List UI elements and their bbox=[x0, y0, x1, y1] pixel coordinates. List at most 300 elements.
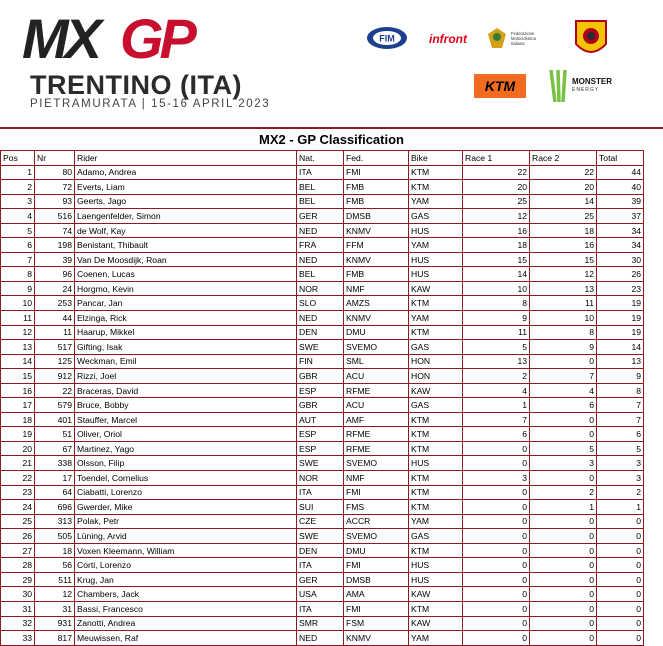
table-row bbox=[1, 441, 644, 456]
column-header-pos: Pos bbox=[1, 151, 35, 166]
total-cell: 30 bbox=[597, 252, 644, 267]
nat-cell: BEL bbox=[297, 267, 344, 282]
pos-cell: 28 bbox=[1, 558, 35, 573]
race2-cell: 15 bbox=[530, 252, 597, 267]
rider-cell: Weckman, Emil bbox=[75, 354, 297, 369]
total-cell: 13 bbox=[597, 354, 644, 369]
bike-cell: GAS bbox=[409, 398, 463, 413]
nr-cell: 51 bbox=[35, 427, 75, 442]
total-cell: 26 bbox=[597, 267, 644, 282]
rider-cell: Stauffer, Marcel bbox=[75, 412, 297, 427]
nat-cell: GER bbox=[297, 209, 344, 224]
fed-cell: KNMV bbox=[344, 311, 409, 326]
nr-cell: 505 bbox=[35, 529, 75, 544]
nr-cell: 22 bbox=[35, 383, 75, 398]
fmi-logo-line1: Federazione bbox=[511, 30, 535, 36]
table-row bbox=[1, 631, 644, 646]
table-row bbox=[1, 427, 644, 442]
pos-cell: 32 bbox=[1, 616, 35, 631]
fed-cell: FMS bbox=[344, 500, 409, 515]
race2-cell: 0 bbox=[530, 427, 597, 442]
pos-cell: 10 bbox=[1, 296, 35, 311]
event-title: TRENTINO (ITA) bbox=[30, 70, 242, 100]
fed-cell: SML bbox=[344, 354, 409, 369]
race2-cell: 0 bbox=[530, 558, 597, 573]
table-row bbox=[1, 616, 644, 631]
total-cell: 0 bbox=[597, 572, 644, 587]
total-cell: 7 bbox=[597, 412, 644, 427]
total-cell: 0 bbox=[597, 543, 644, 558]
fed-cell: NMF bbox=[344, 281, 409, 296]
bike-cell: KTM bbox=[409, 601, 463, 616]
table-row bbox=[1, 180, 644, 195]
ktm-logo-text: KTM bbox=[484, 78, 516, 94]
fed-cell: ACU bbox=[344, 369, 409, 384]
nat-cell: ITA bbox=[297, 601, 344, 616]
pos-cell: 29 bbox=[1, 572, 35, 587]
race1-cell: 0 bbox=[463, 441, 530, 456]
table-row bbox=[1, 325, 644, 340]
nat-cell: GBR bbox=[297, 398, 344, 413]
fed-cell: FMI bbox=[344, 165, 409, 180]
fed-cell: SVEMO bbox=[344, 456, 409, 471]
nr-cell: 912 bbox=[35, 369, 75, 384]
bike-cell: HUS bbox=[409, 456, 463, 471]
total-cell: 1 bbox=[597, 500, 644, 515]
table-header-row bbox=[1, 151, 644, 166]
nr-cell: 313 bbox=[35, 514, 75, 529]
table-row bbox=[1, 456, 644, 471]
nat-cell: NOR bbox=[297, 471, 344, 486]
race1-cell: 0 bbox=[463, 485, 530, 500]
monster-logo-subtext: ENERGY bbox=[572, 87, 600, 93]
nr-cell: 401 bbox=[35, 412, 75, 427]
race2-cell: 0 bbox=[530, 514, 597, 529]
nr-cell: 253 bbox=[35, 296, 75, 311]
mxgp-logo-mx: MX bbox=[22, 14, 98, 64]
pos-cell: 17 bbox=[1, 398, 35, 413]
fim-logo-text: FIM bbox=[379, 33, 395, 44]
table-row bbox=[1, 529, 644, 544]
bike-cell: KTM bbox=[409, 427, 463, 442]
bike-cell: KTM bbox=[409, 165, 463, 180]
race2-cell: 3 bbox=[530, 456, 597, 471]
nat-cell: ESP bbox=[297, 427, 344, 442]
race1-cell: 8 bbox=[463, 296, 530, 311]
pos-cell: 30 bbox=[1, 587, 35, 602]
race1-cell: 0 bbox=[463, 500, 530, 515]
nr-cell: 931 bbox=[35, 616, 75, 631]
fed-cell: FFM bbox=[344, 238, 409, 253]
total-cell: 0 bbox=[597, 616, 644, 631]
monster-logo-text: MONSTER bbox=[572, 77, 612, 86]
race2-cell: 12 bbox=[530, 267, 597, 282]
column-header-fed: Fed. bbox=[344, 151, 409, 166]
nat-cell: DEN bbox=[297, 543, 344, 558]
nat-cell: AUT bbox=[297, 412, 344, 427]
nat-cell: NED bbox=[297, 223, 344, 238]
nat-cell: ESP bbox=[297, 441, 344, 456]
nat-cell: NED bbox=[297, 252, 344, 267]
total-cell: 0 bbox=[597, 558, 644, 573]
total-cell: 2 bbox=[597, 485, 644, 500]
table-row bbox=[1, 165, 644, 180]
nr-cell: 93 bbox=[35, 194, 75, 209]
pos-cell: 24 bbox=[1, 500, 35, 515]
table-row bbox=[1, 383, 644, 398]
fim-logo bbox=[365, 24, 409, 52]
fed-cell: KNMV bbox=[344, 252, 409, 267]
rider-cell: Krug, Jan bbox=[75, 572, 297, 587]
rider-cell: Gifting, Isak bbox=[75, 340, 297, 355]
nat-cell: SWE bbox=[297, 456, 344, 471]
race1-cell: 1 bbox=[463, 398, 530, 413]
nr-cell: 511 bbox=[35, 572, 75, 587]
rider-cell: Braceras, David bbox=[75, 383, 297, 398]
nr-cell: 39 bbox=[35, 252, 75, 267]
monster-claw-icon bbox=[548, 68, 570, 104]
race1-cell: 22 bbox=[463, 165, 530, 180]
race2-cell: 5 bbox=[530, 441, 597, 456]
race1-cell: 3 bbox=[463, 471, 530, 486]
nr-cell: 96 bbox=[35, 267, 75, 282]
nat-cell: FRA bbox=[297, 238, 344, 253]
total-cell: 6 bbox=[597, 427, 644, 442]
race1-cell: 4 bbox=[463, 383, 530, 398]
race2-cell: 0 bbox=[530, 616, 597, 631]
fmi-logo-line3: Italiana bbox=[511, 40, 525, 46]
nat-cell: SUI bbox=[297, 500, 344, 515]
total-cell: 19 bbox=[597, 311, 644, 326]
race2-cell: 0 bbox=[530, 471, 597, 486]
nat-cell: SMR bbox=[297, 616, 344, 631]
rider-cell: Elzinga, Rick bbox=[75, 311, 297, 326]
race1-cell: 12 bbox=[463, 209, 530, 224]
bike-cell: KTM bbox=[409, 441, 463, 456]
race2-cell: 16 bbox=[530, 238, 597, 253]
nat-cell: ITA bbox=[297, 165, 344, 180]
fed-cell: DMSB bbox=[344, 572, 409, 587]
bike-cell: KTM bbox=[409, 180, 463, 195]
bike-cell: YAM bbox=[409, 631, 463, 646]
rider-cell: Polak, Petr bbox=[75, 514, 297, 529]
rider-cell: Chambers, Jack bbox=[75, 587, 297, 602]
trentino-region-logo bbox=[573, 18, 609, 60]
event-subtitle: PIETRAMURATA | 15-16 APRIL 2023 bbox=[30, 98, 271, 110]
race1-cell: 2 bbox=[463, 369, 530, 384]
pos-cell: 8 bbox=[1, 267, 35, 282]
race2-cell: 9 bbox=[530, 340, 597, 355]
column-header-race1: Race 1 bbox=[463, 151, 530, 166]
pos-cell: 15 bbox=[1, 369, 35, 384]
rider-cell: Bruce, Bobby bbox=[75, 398, 297, 413]
bike-cell: GAS bbox=[409, 340, 463, 355]
bike-cell: KAW bbox=[409, 587, 463, 602]
rider-cell: Voxen Kleemann, William bbox=[75, 543, 297, 558]
total-cell: 0 bbox=[597, 529, 644, 544]
rider-cell: Benistant, Thibault bbox=[75, 238, 297, 253]
race1-cell: 0 bbox=[463, 456, 530, 471]
pos-cell: 7 bbox=[1, 252, 35, 267]
pos-cell: 1 bbox=[1, 165, 35, 180]
table-row bbox=[1, 238, 644, 253]
monster-energy-logo bbox=[548, 66, 618, 106]
fed-cell: ACCR bbox=[344, 514, 409, 529]
total-cell: 3 bbox=[597, 456, 644, 471]
fed-cell: FMI bbox=[344, 558, 409, 573]
nr-cell: 125 bbox=[35, 354, 75, 369]
rider-cell: de Wolf, Kay bbox=[75, 223, 297, 238]
bike-cell: HUS bbox=[409, 558, 463, 573]
total-cell: 0 bbox=[597, 601, 644, 616]
rider-cell: Horgmo, Kevin bbox=[75, 281, 297, 296]
nr-cell: 64 bbox=[35, 485, 75, 500]
fed-cell: FMB bbox=[344, 194, 409, 209]
race2-cell: 0 bbox=[530, 572, 597, 587]
rider-cell: Bassi, Francesco bbox=[75, 601, 297, 616]
table-row bbox=[1, 209, 644, 224]
pos-cell: 14 bbox=[1, 354, 35, 369]
race1-cell: 15 bbox=[463, 252, 530, 267]
rider-cell: Haarup, Mikkel bbox=[75, 325, 297, 340]
fed-cell: AMF bbox=[344, 412, 409, 427]
bike-cell: HON bbox=[409, 369, 463, 384]
nr-cell: 80 bbox=[35, 165, 75, 180]
total-cell: 5 bbox=[597, 441, 644, 456]
race1-cell: 0 bbox=[463, 601, 530, 616]
pos-cell: 33 bbox=[1, 631, 35, 646]
race2-cell: 6 bbox=[530, 398, 597, 413]
fed-cell: DMSB bbox=[344, 209, 409, 224]
bike-cell: HUS bbox=[409, 267, 463, 282]
document-title: MX2 - GP Classification bbox=[259, 132, 404, 147]
rider-cell: Adamo, Andrea bbox=[75, 165, 297, 180]
race2-cell: 25 bbox=[530, 209, 597, 224]
bike-cell: YAM bbox=[409, 238, 463, 253]
pos-cell: 4 bbox=[1, 209, 35, 224]
bike-cell: KTM bbox=[409, 296, 463, 311]
fed-cell: RFME bbox=[344, 441, 409, 456]
fed-cell: AMA bbox=[344, 587, 409, 602]
fim-emblem-icon bbox=[365, 24, 409, 52]
table-row bbox=[1, 500, 644, 515]
page-header bbox=[0, 0, 663, 128]
table-row bbox=[1, 223, 644, 238]
nr-cell: 817 bbox=[35, 631, 75, 646]
race1-cell: 0 bbox=[463, 529, 530, 544]
race2-cell: 14 bbox=[530, 194, 597, 209]
table-row bbox=[1, 514, 644, 529]
fed-cell: FMB bbox=[344, 267, 409, 282]
bike-cell: HON bbox=[409, 354, 463, 369]
fed-cell: AMZS bbox=[344, 296, 409, 311]
bike-cell: YAM bbox=[409, 194, 463, 209]
race2-cell: 2 bbox=[530, 485, 597, 500]
bike-cell: HUS bbox=[409, 572, 463, 587]
pos-cell: 6 bbox=[1, 238, 35, 253]
table-row bbox=[1, 485, 644, 500]
mxgp-logo-gp: GP bbox=[120, 14, 193, 64]
column-header-rider: Rider bbox=[75, 151, 297, 166]
race2-cell: 20 bbox=[530, 180, 597, 195]
rider-cell: Gwerder, Mike bbox=[75, 500, 297, 515]
rider-cell: Pancar, Jan bbox=[75, 296, 297, 311]
mxgp-logo bbox=[22, 14, 232, 64]
race2-cell: 1 bbox=[530, 500, 597, 515]
bike-cell: KTM bbox=[409, 485, 463, 500]
race2-cell: 0 bbox=[530, 631, 597, 646]
header-divider bbox=[0, 127, 663, 129]
pos-cell: 19 bbox=[1, 427, 35, 442]
nat-cell: GER bbox=[297, 572, 344, 587]
rider-cell: Coenen, Lucas bbox=[75, 267, 297, 282]
rider-cell: Everts, Liam bbox=[75, 180, 297, 195]
fed-cell: NMF bbox=[344, 471, 409, 486]
table-row bbox=[1, 572, 644, 587]
total-cell: 19 bbox=[597, 296, 644, 311]
pos-cell: 27 bbox=[1, 543, 35, 558]
rider-cell: Rizzi, Joel bbox=[75, 369, 297, 384]
race1-cell: 0 bbox=[463, 572, 530, 587]
nat-cell: BEL bbox=[297, 180, 344, 195]
nat-cell: CZE bbox=[297, 514, 344, 529]
total-cell: 3 bbox=[597, 471, 644, 486]
pos-cell: 3 bbox=[1, 194, 35, 209]
rider-cell: Corti, Lorenzo bbox=[75, 558, 297, 573]
total-cell: 0 bbox=[597, 587, 644, 602]
fed-cell: RFME bbox=[344, 383, 409, 398]
table-row bbox=[1, 194, 644, 209]
bike-cell: KTM bbox=[409, 325, 463, 340]
infront-logo-text: infront bbox=[429, 32, 467, 46]
race1-cell: 0 bbox=[463, 514, 530, 529]
bike-cell: HUS bbox=[409, 252, 463, 267]
race2-cell: 13 bbox=[530, 281, 597, 296]
race2-cell: 22 bbox=[530, 165, 597, 180]
table-row bbox=[1, 281, 644, 296]
rider-cell: Lüning, Arvid bbox=[75, 529, 297, 544]
bike-cell: KTM bbox=[409, 543, 463, 558]
pos-cell: 13 bbox=[1, 340, 35, 355]
infront-logo bbox=[425, 30, 471, 48]
pos-cell: 12 bbox=[1, 325, 35, 340]
column-header-bike: Bike bbox=[409, 151, 463, 166]
bike-cell: HUS bbox=[409, 223, 463, 238]
nat-cell: SLO bbox=[297, 296, 344, 311]
fed-cell: FMI bbox=[344, 485, 409, 500]
nat-cell: NED bbox=[297, 311, 344, 326]
nr-cell: 579 bbox=[35, 398, 75, 413]
fed-cell: KNMV bbox=[344, 223, 409, 238]
table-row bbox=[1, 252, 644, 267]
bike-cell: KTM bbox=[409, 471, 463, 486]
table-row bbox=[1, 558, 644, 573]
pos-cell: 18 bbox=[1, 412, 35, 427]
race1-cell: 7 bbox=[463, 412, 530, 427]
fed-cell: DMU bbox=[344, 325, 409, 340]
race2-cell: 10 bbox=[530, 311, 597, 326]
table-row bbox=[1, 311, 644, 326]
rider-cell: Geerts, Jago bbox=[75, 194, 297, 209]
race1-cell: 6 bbox=[463, 427, 530, 442]
total-cell: 40 bbox=[597, 180, 644, 195]
fed-cell: DMU bbox=[344, 543, 409, 558]
pos-cell: 31 bbox=[1, 601, 35, 616]
nat-cell: NOR bbox=[297, 281, 344, 296]
table-row bbox=[1, 267, 644, 282]
table-row bbox=[1, 296, 644, 311]
fed-cell: SVEMO bbox=[344, 340, 409, 355]
table-row bbox=[1, 587, 644, 602]
nr-cell: 338 bbox=[35, 456, 75, 471]
fed-cell: SVEMO bbox=[344, 529, 409, 544]
pos-cell: 23 bbox=[1, 485, 35, 500]
race2-cell: 0 bbox=[530, 412, 597, 427]
race1-cell: 0 bbox=[463, 543, 530, 558]
rider-cell: Ciabatti, Lorenzo bbox=[75, 485, 297, 500]
regional-crest-icon bbox=[573, 18, 609, 60]
nr-cell: 198 bbox=[35, 238, 75, 253]
nat-cell: BEL bbox=[297, 194, 344, 209]
nr-cell: 516 bbox=[35, 209, 75, 224]
table-row bbox=[1, 601, 644, 616]
total-cell: 39 bbox=[597, 194, 644, 209]
race2-cell: 0 bbox=[530, 354, 597, 369]
total-cell: 0 bbox=[597, 631, 644, 646]
column-header-nat: Nat. bbox=[297, 151, 344, 166]
bike-cell: YAM bbox=[409, 311, 463, 326]
fed-cell: KNMV bbox=[344, 631, 409, 646]
race2-cell: 0 bbox=[530, 543, 597, 558]
pos-cell: 20 bbox=[1, 441, 35, 456]
nat-cell: FIN bbox=[297, 354, 344, 369]
fed-cell: ACU bbox=[344, 398, 409, 413]
race1-cell: 14 bbox=[463, 267, 530, 282]
nr-cell: 31 bbox=[35, 601, 75, 616]
fmi-logo-line2: Motociclistica bbox=[511, 35, 536, 41]
race1-cell: 16 bbox=[463, 223, 530, 238]
total-cell: 34 bbox=[597, 238, 644, 253]
nat-cell: ITA bbox=[297, 558, 344, 573]
total-cell: 14 bbox=[597, 340, 644, 355]
race1-cell: 18 bbox=[463, 238, 530, 253]
race1-cell: 9 bbox=[463, 311, 530, 326]
nat-cell: GBR bbox=[297, 369, 344, 384]
fed-cell: FMB bbox=[344, 180, 409, 195]
pos-cell: 2 bbox=[1, 180, 35, 195]
nr-cell: 24 bbox=[35, 281, 75, 296]
pos-cell: 5 bbox=[1, 223, 35, 238]
rider-cell: Meuwissen, Raf bbox=[75, 631, 297, 646]
race2-cell: 7 bbox=[530, 369, 597, 384]
nat-cell: NED bbox=[297, 631, 344, 646]
bike-cell: KTM bbox=[409, 412, 463, 427]
pos-cell: 9 bbox=[1, 281, 35, 296]
column-header-nr: Nr bbox=[35, 151, 75, 166]
total-cell: 37 bbox=[597, 209, 644, 224]
race1-cell: 25 bbox=[463, 194, 530, 209]
rider-cell: Martinez, Yago bbox=[75, 441, 297, 456]
race1-cell: 11 bbox=[463, 325, 530, 340]
race1-cell: 0 bbox=[463, 587, 530, 602]
race1-cell: 0 bbox=[463, 558, 530, 573]
nat-cell: DEN bbox=[297, 325, 344, 340]
pos-cell: 21 bbox=[1, 456, 35, 471]
rider-cell: Olsson, Filip bbox=[75, 456, 297, 471]
nr-cell: 12 bbox=[35, 587, 75, 602]
race1-cell: 5 bbox=[463, 340, 530, 355]
pos-cell: 16 bbox=[1, 383, 35, 398]
